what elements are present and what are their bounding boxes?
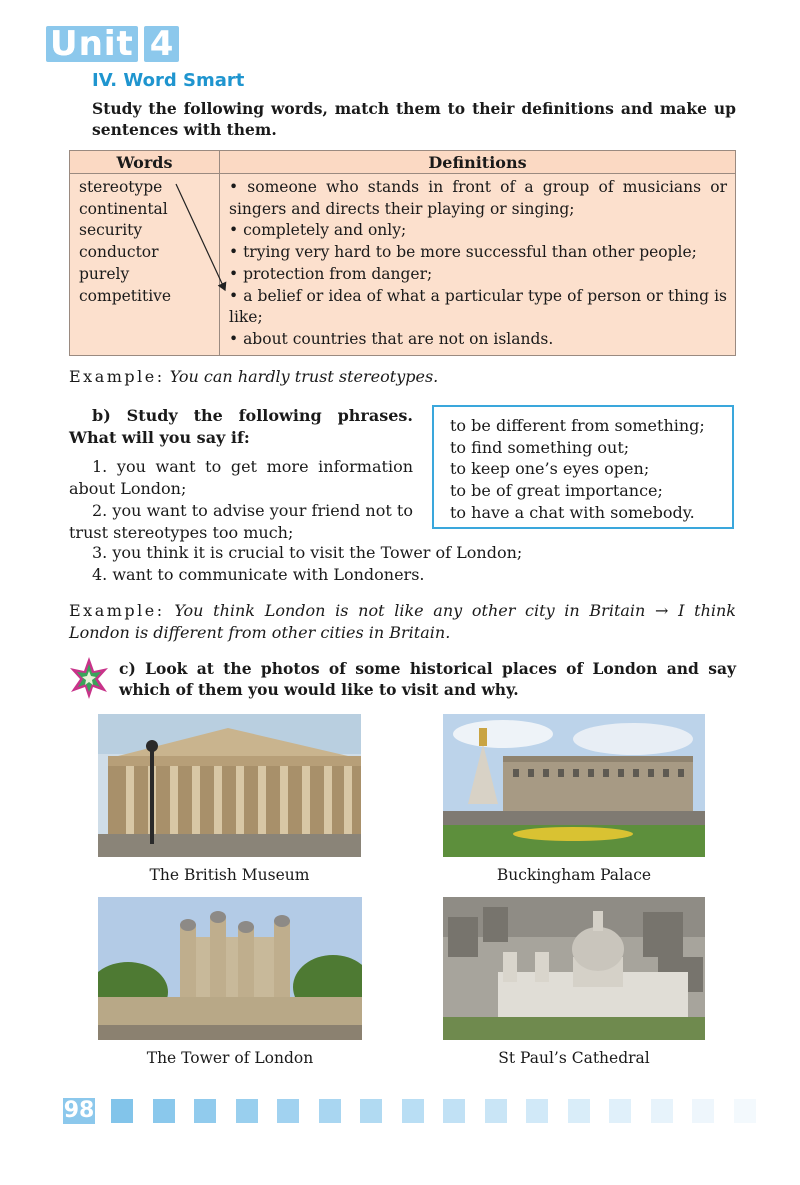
task-b-left (69, 405, 413, 543)
decor-square (692, 1099, 714, 1123)
footer-decoration (111, 1099, 756, 1123)
decor-square (360, 1099, 382, 1123)
phrase-item: to be different from something; (450, 416, 705, 435)
caption-british-museum: The British Museum (149, 866, 310, 884)
decor-square (651, 1099, 673, 1123)
caption-buckingham-palace: Buckingham Palace (496, 866, 652, 884)
table-header-words: Words (70, 151, 220, 174)
decor-square (568, 1099, 590, 1123)
example-label: Example: (69, 367, 165, 386)
word-item: security (79, 221, 143, 240)
unit-number: 4 (144, 26, 180, 62)
task-b-item: 2. you want to advise your friend not to trust stereotypes too much; (69, 500, 413, 542)
decor-square (734, 1099, 756, 1123)
task-b-items-continued (92, 542, 522, 586)
phrase-item: to find something out; (450, 437, 630, 457)
definition-item: • completely and only; (229, 221, 407, 240)
task-b-item: 3. you think it is crucial to visit the Tower of London; (92, 543, 523, 562)
decor-square (402, 1099, 424, 1123)
buckingham-palace-photo (443, 714, 705, 857)
example-b (69, 600, 736, 644)
phrases-box (432, 405, 734, 529)
caption-st-pauls-cathedral: St Paul’s Cathedral (498, 1049, 650, 1067)
task-b-item: 4. want to communicate with Londoners. (92, 565, 425, 584)
task-a-instruction: Study the following words, match them to their definitions and make up sentences with them. (92, 99, 736, 139)
definition-item: • protection from danger; (229, 264, 433, 283)
task-c-instruction: c) Look at the photos of some historical places of London and say which of them you would like to visit and why. (119, 659, 736, 699)
word-item: purely (79, 264, 130, 283)
phrase-item: to be of great importance; (450, 481, 663, 501)
example-a (69, 366, 438, 388)
example-text: You think London is not like any other city in Britain → I think London is different from other cities in Britain. (69, 601, 736, 642)
page-number: 98 (63, 1098, 95, 1123)
decor-square (153, 1099, 175, 1123)
star-icon (68, 656, 110, 700)
word-item: conductor (79, 243, 159, 262)
table-header-definitions: Definitions (220, 151, 736, 174)
definition-item: • about countries that are not on islands. (229, 329, 554, 348)
definition-item: • a belief or idea of what a particular type of person or thing is like; (229, 286, 727, 327)
decor-square (526, 1099, 548, 1123)
example-text: You can hardly trust stereotypes. (169, 367, 439, 386)
word-item: competitive (79, 286, 172, 305)
definition-item: • someone who stands in front of a group of musicians or singers and directs their playing or singing; (229, 178, 727, 218)
example-label: Example: (69, 601, 165, 620)
phrase-item: to keep one’s eyes open; (450, 459, 650, 479)
british-museum-photo (98, 714, 361, 857)
definition-item: • trying very hard to be more successful than other people; (229, 243, 697, 262)
decor-square (485, 1099, 507, 1123)
decor-square (443, 1099, 465, 1123)
decor-square (111, 1099, 133, 1123)
word-item: stereotype (79, 178, 163, 196)
decor-square (236, 1099, 258, 1123)
tower-of-london-photo (98, 897, 362, 1040)
word-item: continental (79, 199, 168, 218)
task-b-heading: b) Study the following phrases. What will you say if: (69, 406, 413, 447)
definitions-column (220, 174, 736, 356)
decor-square (319, 1099, 341, 1123)
matching-arrow-icon (170, 178, 240, 303)
task-b-item: 1. you want to get more information about London; (69, 457, 413, 499)
decor-square (277, 1099, 299, 1123)
phrase-item: to have a chat with somebody. (450, 502, 695, 522)
decor-square (609, 1099, 631, 1123)
unit-label: Unit (46, 26, 138, 62)
section-title: IV. Word Smart (92, 70, 245, 91)
caption-tower-of-london: The Tower of London (146, 1049, 314, 1067)
decor-square (194, 1099, 216, 1123)
unit-badge (46, 26, 179, 62)
st-pauls-cathedral-photo (443, 897, 705, 1040)
